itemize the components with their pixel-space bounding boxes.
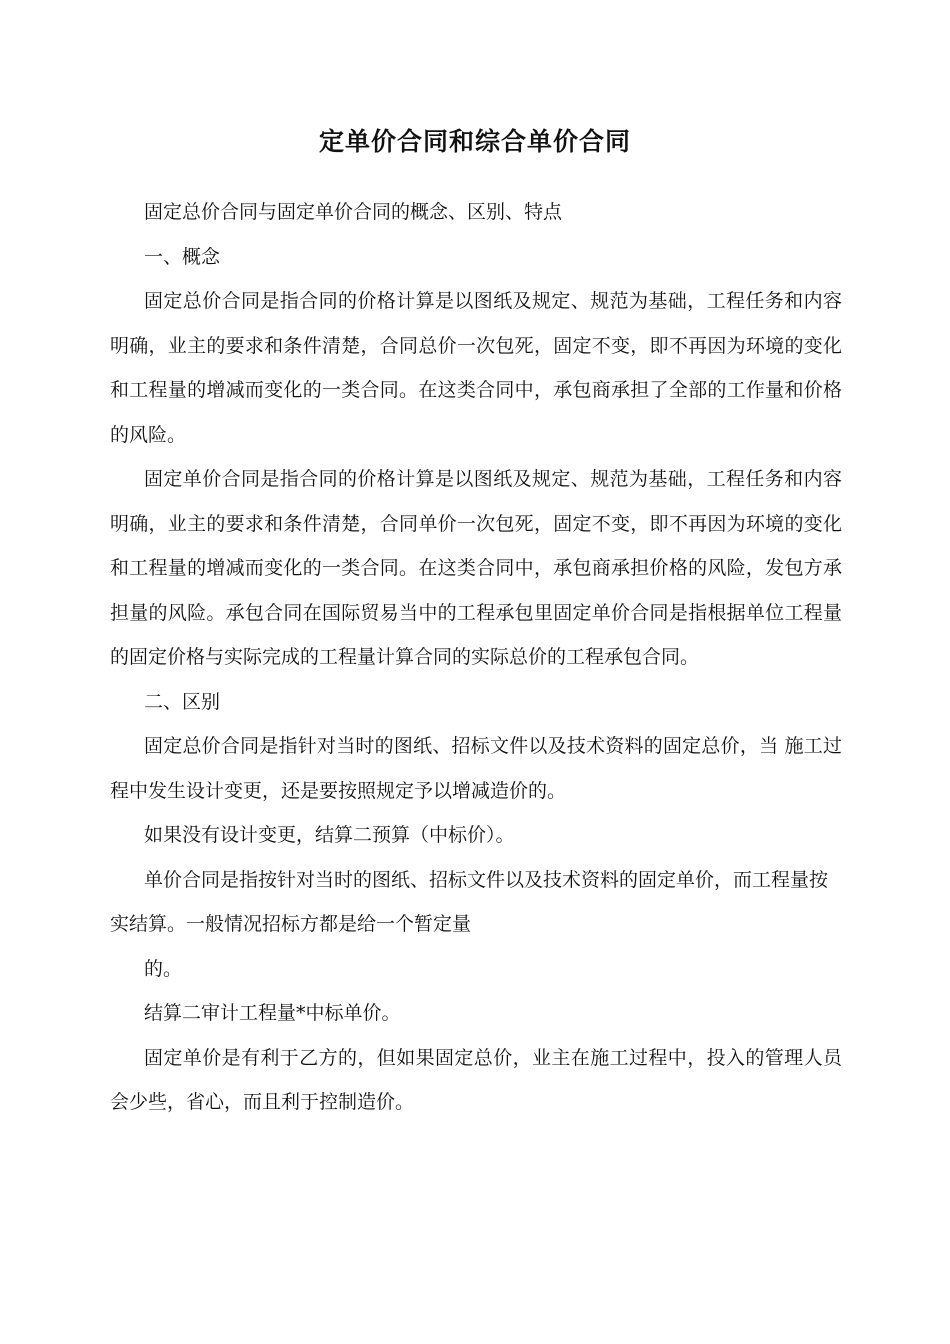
paragraph-fixed-unit-price: 固定单价合同是指合同的价格计算是以图纸及规定、规范为基础，工程任务和内容明确，业主的要求和条件清楚，合同单价一次包死，固定不变，即不再因为环境的变化和工程量的增减而变化的一类合同。在这类合同中，承包商承担价格的风险，发包方承 担量的风险。承包合同在国际贸易当中的工程承包里固定单价合同是指根据单位工程量的固定价格与实际完成的工程量计算合同的实际总价的工程承包合同。 (110, 468, 842, 668)
document-title: 定单价合同和综合单价合同 (318, 127, 631, 156)
document-body (110, 190, 842, 1125)
paragraph-fixed-total-price: 固定总价合同是指合同的价格计算是以图纸及规定、规范为基础，工程任务和内容明确，业主的要求和条件清楚，合同总价一次包死，固定不变，即不再因为环境的变化和工程量的增减而变化的一类合同。在这类合同中，承包商承担了全部的工作量和价格的风险。 (110, 290, 842, 446)
section-heading-concept: 一、概念 (144, 245, 221, 268)
paragraph-continuation: 的。 (144, 957, 183, 980)
paragraph-subtitle: 固定总价合同与固定单价合同的概念、区别、特点 (144, 201, 563, 223)
paragraph-advantages: 固定单价是有利于乙方的，但如果固定总价，业主在施工过程中，投入的管理人员会少些，省心，而且利于控制造价。 (110, 1046, 842, 1113)
paragraph-no-design-change: 如果没有设计变更，结算二预算（中标价）。 (144, 824, 515, 846)
paragraph-settlement-formula: 结算二审计工程量*中标单价。 (144, 1002, 401, 1024)
paragraph-unit-price-contract: 单价合同是指按针对当时的图纸、招标文件以及技术资料的固定单价，而工程量按实结算。一般情况招标方都是给一个暂定量 (110, 868, 829, 935)
section-heading-difference: 二、区别 (144, 690, 221, 713)
paragraph-total-price-difference: 固定总价合同是指针对当时的图纸、招标文件以及技术资料的固定总价，当 施工过程中发生设计变更，还是要按照规定予以增减造价的。 (110, 735, 842, 802)
